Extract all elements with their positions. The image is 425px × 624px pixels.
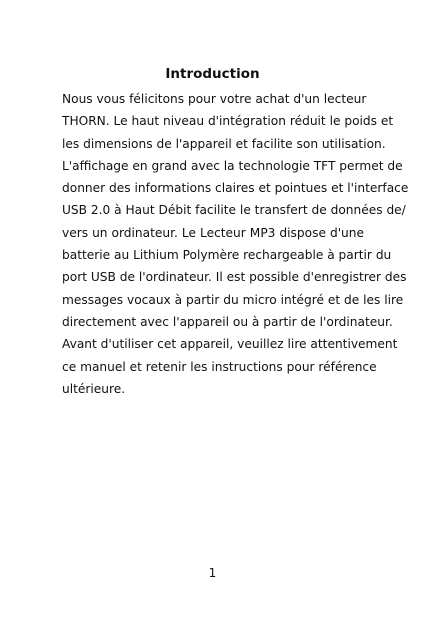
text-line: Nous vous félicitons pour votre achat d'un lecteur [62,92,367,106]
paragraph-2 [62,333,398,400]
text-line: messages vocaux à partir du micro intégré et de les lire [62,292,404,307]
text-line: Avant d'utiliser cet appareil, veuillez lire attentivement [62,337,398,352]
text-line: directement avec l'appareil ou à partir de l'ordinateur. [62,314,393,329]
text-line: L'affichage en grand avec la technologie TFT permet de [62,158,403,173]
text-line: ultérieure. [62,381,126,396]
text-line: THORN. Le haut niveau d'intégration réduit le poids et [62,114,394,129]
page-title: Introduction [165,66,260,82]
text-line: batterie au Lithium Polymère rechargeable à partir du [62,248,392,263]
text-line: port USB de l'ordinateur. Il est possible d'enregistrer des [62,270,407,285]
text-line: USB 2.0 à Haut Débit facilite le transfert de données de/ [62,203,406,218]
text-line: donner des informations claires et pointues et l'interface [62,181,409,196]
text-line: vers un ordinateur. Le Lecteur MP3 dispose d'une [62,225,364,240]
text-line: ce manuel et retenir les instructions pour référence [62,359,377,374]
text-line: les dimensions de l'appareil et facilite son utilisation. [62,136,386,151]
page-number: 1 [208,566,217,580]
body-text [62,88,409,400]
paragraph-1 [62,88,409,333]
